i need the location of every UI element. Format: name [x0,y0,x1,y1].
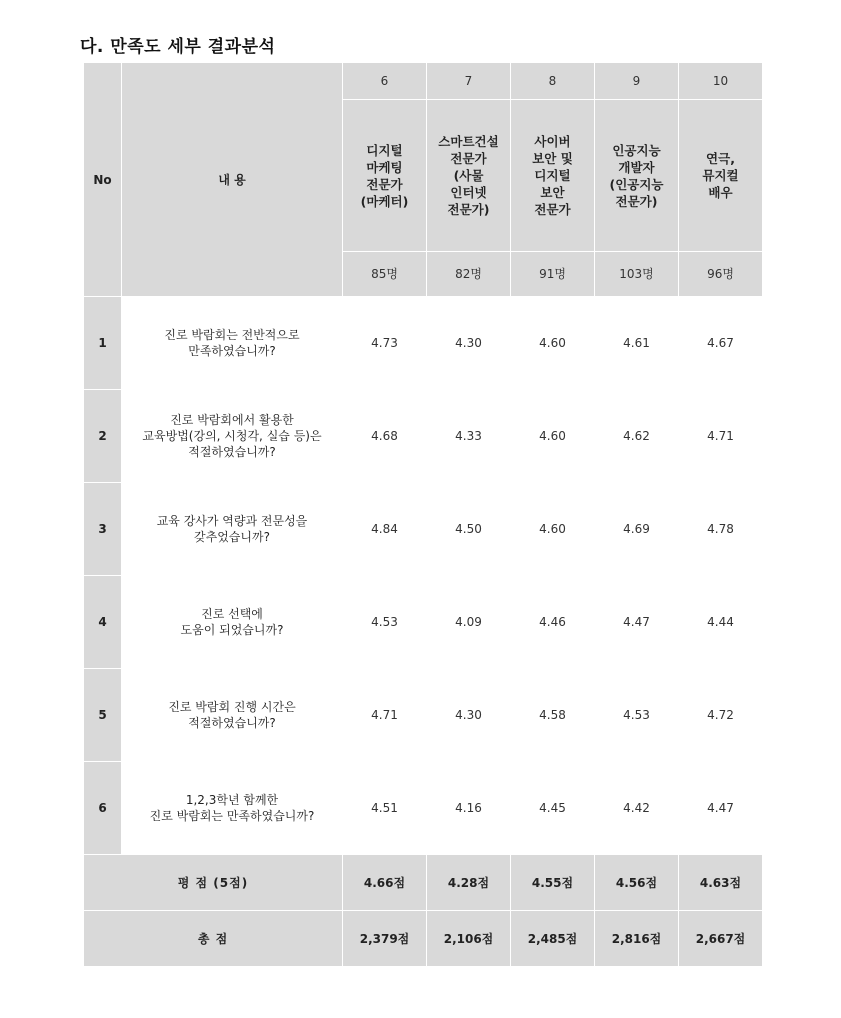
score-cell: 4.30 [427,669,511,762]
score-cell: 4.44 [679,576,763,669]
average-row-label: 평 점 (5점) [84,855,343,911]
column-number: 8 [511,63,595,100]
score-cell: 4.58 [511,669,595,762]
satisfaction-table [83,62,763,967]
question-cell [122,297,343,390]
score-cell: 4.84 [343,483,427,576]
total-score: 2,816점 [595,911,679,967]
table-row [84,390,763,483]
score-cell: 4.72 [679,669,763,762]
column-number: 6 [343,63,427,100]
score-cell: 4.69 [595,483,679,576]
average-score: 4.66점 [343,855,427,911]
average-row [84,855,763,911]
row-number: 5 [84,669,122,762]
row-number: 1 [84,297,122,390]
average-score: 4.56점 [595,855,679,911]
table-row [84,576,763,669]
question-cell [122,483,343,576]
column-name: 연극, 뮤지컬 배우 [679,100,763,252]
score-cell: 4.30 [427,297,511,390]
table-row [84,483,763,576]
total-score: 2,485점 [511,911,595,967]
score-cell: 4.71 [343,669,427,762]
column-number: 7 [427,63,511,100]
score-cell: 4.53 [343,576,427,669]
total-score: 2,379점 [343,911,427,967]
score-cell: 4.09 [427,576,511,669]
total-score: 2,667점 [679,911,763,967]
score-cell: 4.67 [679,297,763,390]
score-cell: 4.50 [427,483,511,576]
average-score: 4.63점 [679,855,763,911]
question-cell [122,390,343,483]
participant-count: 85명 [343,252,427,297]
participant-count: 96명 [679,252,763,297]
total-row [84,911,763,967]
score-cell: 4.46 [511,576,595,669]
question-cell [122,576,343,669]
column-name: 사이버 보안 및 디지털 보안 전문가 [511,100,595,252]
question-cell [122,762,343,855]
score-cell: 4.71 [679,390,763,483]
score-cell: 4.60 [511,390,595,483]
no-header: No [84,63,122,297]
question-cell [122,669,343,762]
column-name: 디지털 마케팅 전문가 (마케터) [343,100,427,252]
score-cell: 4.51 [343,762,427,855]
section-title: 다. 만족도 세부 결과분석 [80,37,276,57]
table-row [84,297,763,390]
score-cell: 4.61 [595,297,679,390]
row-number: 6 [84,762,122,855]
column-number: 10 [679,63,763,100]
question-text: 1,2,3학년 함께한 진로 박람회는 만족하였습니까? [149,793,315,823]
participant-count: 103명 [595,252,679,297]
score-cell: 4.78 [679,483,763,576]
content-header: 내 용 [122,63,343,297]
average-score: 4.55점 [511,855,595,911]
score-cell: 4.60 [511,483,595,576]
average-score: 4.28점 [427,855,511,911]
column-number: 9 [595,63,679,100]
question-text: 교육 강사가 역량과 전문성을 갖추었습니까? [156,514,308,544]
row-number: 4 [84,576,122,669]
question-text: 진로 박람회에서 활용한 교육방법(강의, 시청각, 실습 등)은 적절하였습니까? [142,413,322,459]
score-cell: 4.33 [427,390,511,483]
total-row-label: 총 점 [84,911,343,967]
score-cell: 4.42 [595,762,679,855]
table-row [84,762,763,855]
question-text: 진로 박람회 진행 시간은 적절하였습니까? [168,700,296,730]
score-cell: 4.45 [511,762,595,855]
table-row [84,669,763,762]
question-text: 진로 선택에 도움이 되었습니까? [180,607,284,637]
score-cell: 4.53 [595,669,679,762]
question-text: 진로 박람회는 전반적으로 만족하였습니까? [164,328,300,358]
score-cell: 4.62 [595,390,679,483]
score-cell: 4.47 [679,762,763,855]
column-name: 스마트건설 전문가 (사물 인터넷 전문가) [427,100,511,252]
row-number: 3 [84,483,122,576]
participant-count: 91명 [511,252,595,297]
score-cell: 4.68 [343,390,427,483]
score-cell: 4.73 [343,297,427,390]
column-name: 인공지능 개발자 (인공지능 전문가) [595,100,679,252]
score-cell: 4.60 [511,297,595,390]
participant-count: 82명 [427,252,511,297]
row-number: 2 [84,390,122,483]
header-row-numbers [84,63,763,100]
score-cell: 4.47 [595,576,679,669]
total-score: 2,106점 [427,911,511,967]
score-cell: 4.16 [427,762,511,855]
